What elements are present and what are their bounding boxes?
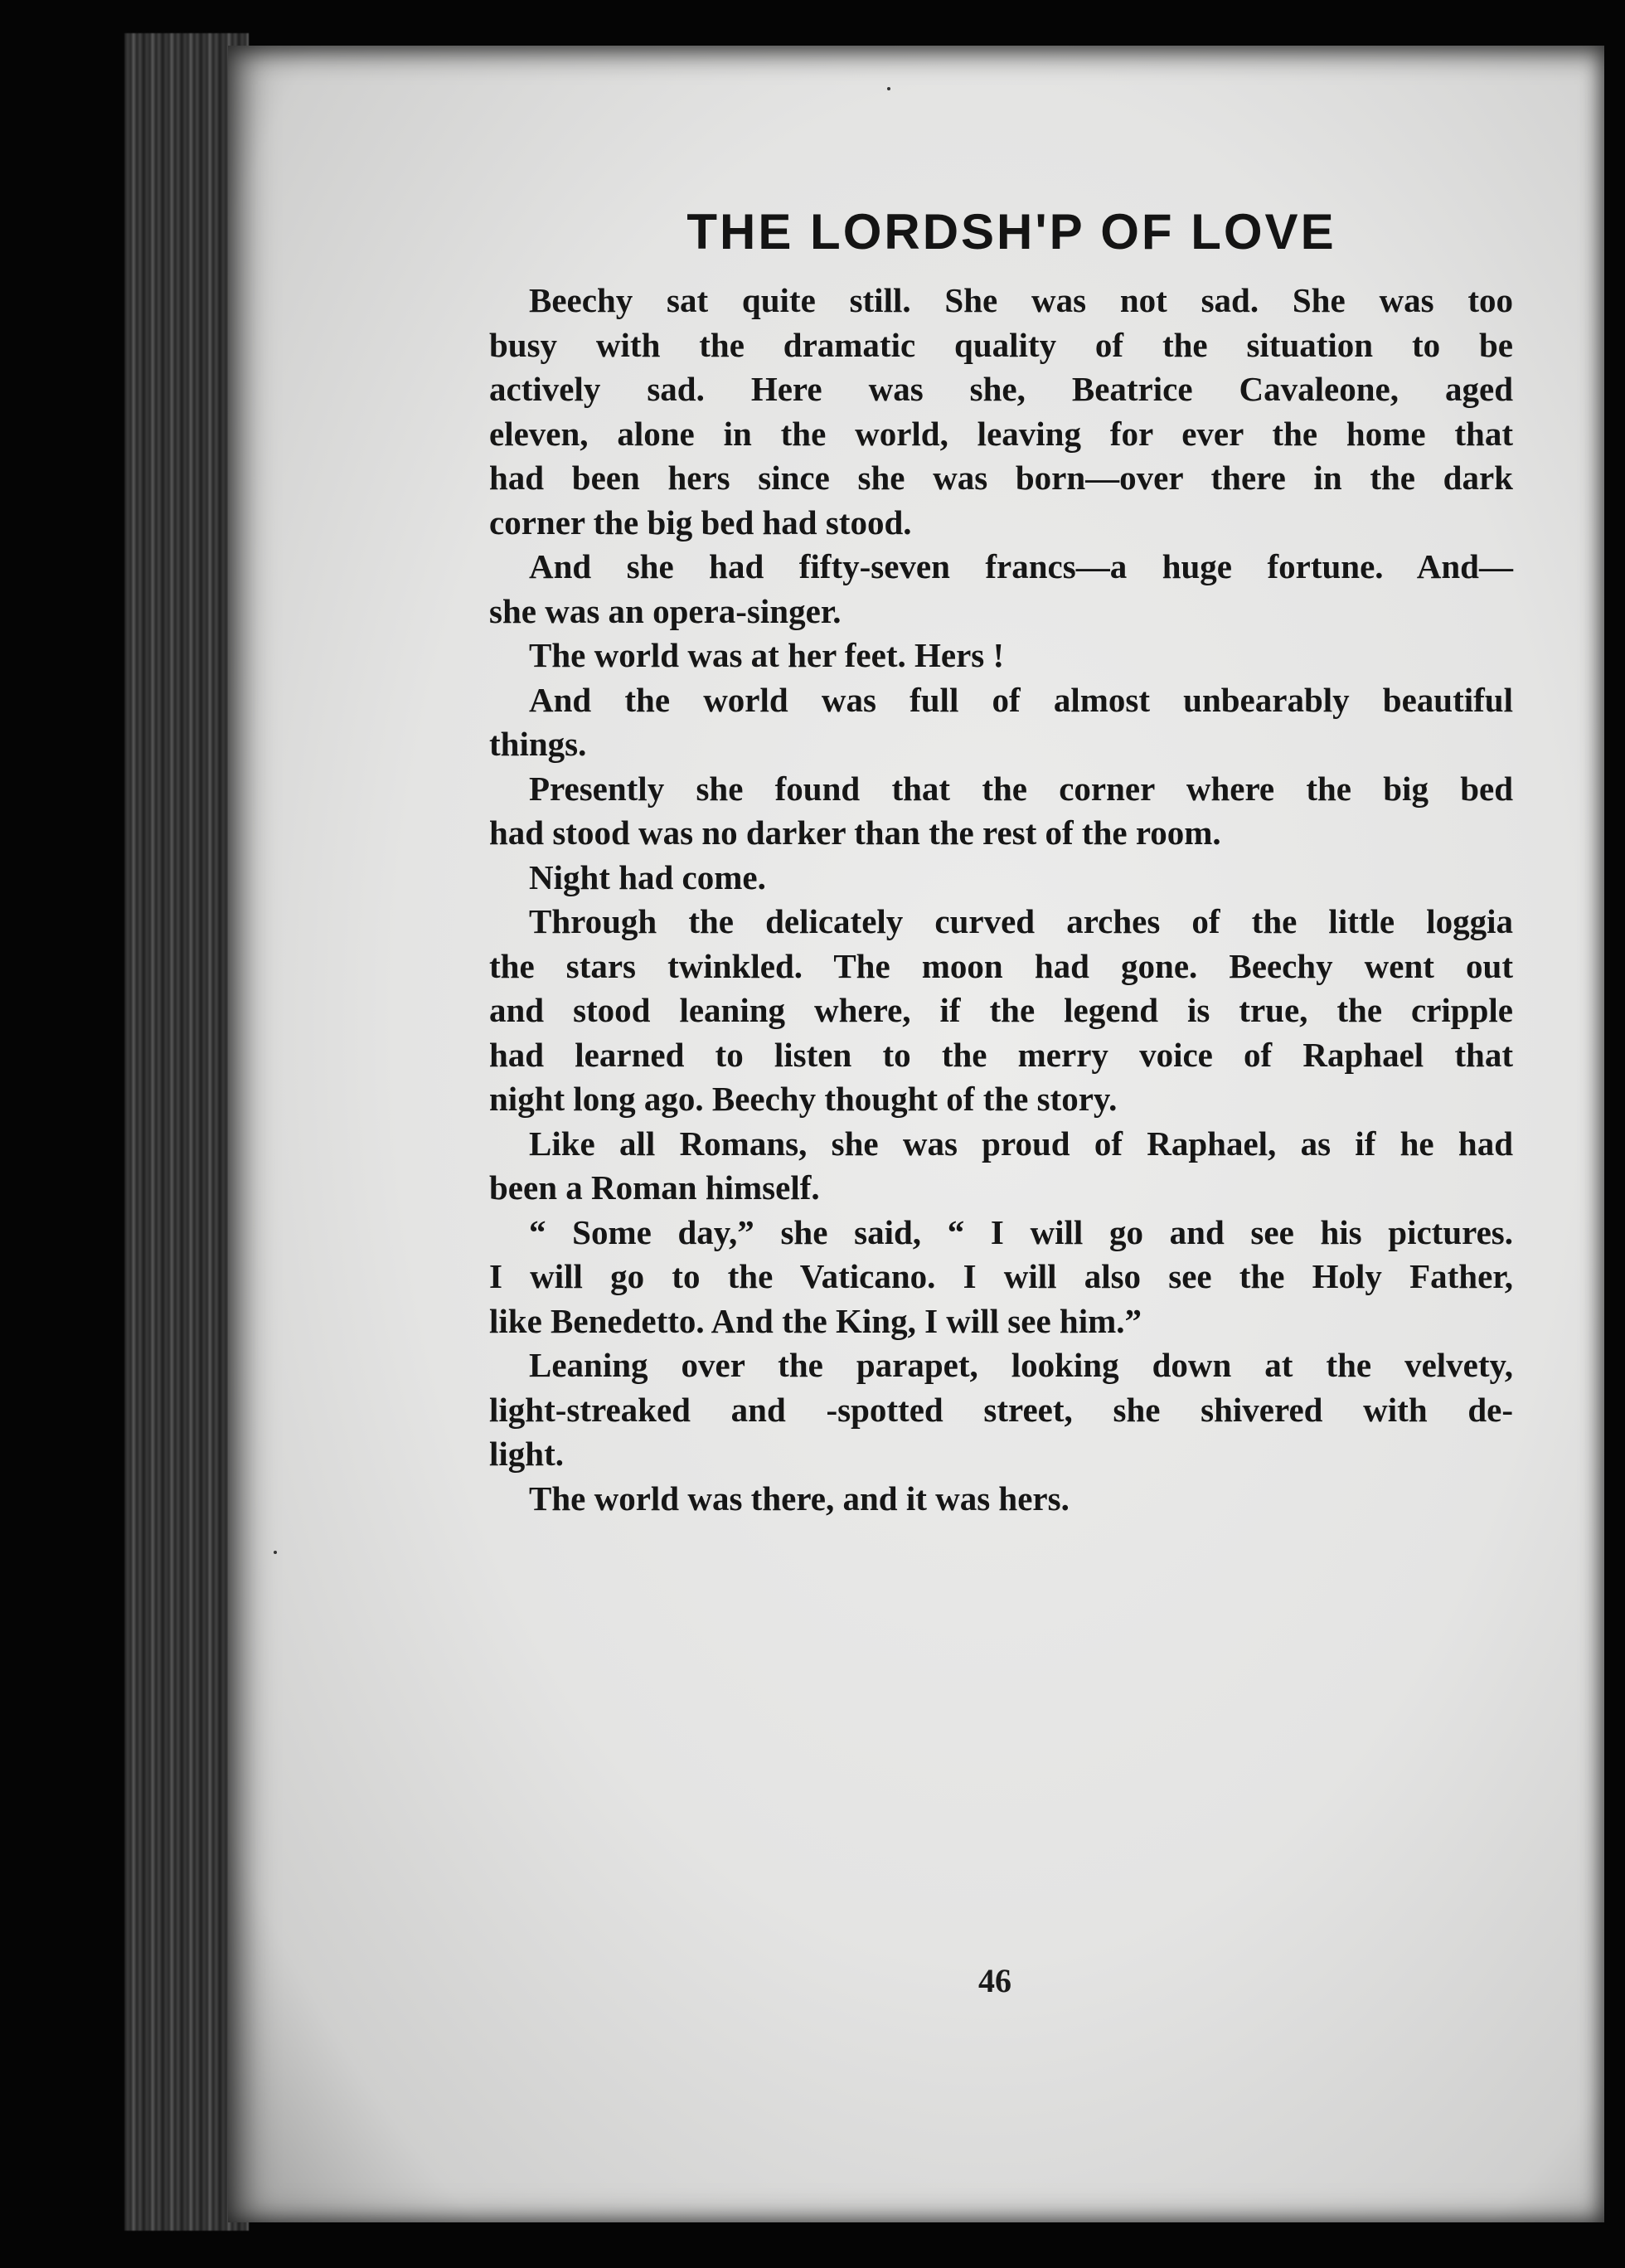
text-line: had been hers since she was born—over there in the dark bbox=[489, 459, 1513, 497]
text-line: Beechy sat quite still. She was not sad. She was too bbox=[529, 281, 1513, 319]
text-line: Presently she found that the corner where the big bed bbox=[529, 769, 1513, 808]
text-line: had stood was no darker than the rest of the room. bbox=[489, 813, 1221, 852]
text-line: The world was there, and it was hers. bbox=[529, 1479, 1070, 1518]
text-line: eleven, alone in the world, leaving for ever the home that bbox=[489, 414, 1513, 453]
scan-speck bbox=[887, 87, 890, 90]
text-line: busy with the dramatic quality of the situation to be bbox=[489, 325, 1513, 364]
page-number: 46 bbox=[978, 1962, 1011, 1999]
body-text bbox=[489, 279, 1513, 1521]
text-line: corner the big bed had stood. bbox=[489, 503, 912, 542]
text-line: Night had come. bbox=[529, 857, 766, 896]
text-line: night long ago. Beechy thought of the story. bbox=[489, 1080, 1118, 1118]
text-line: “ Some day,” she said, “ I will go and see his pictures. bbox=[529, 1212, 1513, 1251]
text-line: And the world was full of almost unbearably beautiful bbox=[529, 680, 1513, 719]
text-line: light-streaked and -spotted street, she shivered with de- bbox=[489, 1390, 1513, 1429]
text-line: Like all Romans, she was proud of Raphael, as if he had bbox=[529, 1124, 1513, 1163]
running-head: THE LORDSH'P OF LOVE bbox=[686, 204, 1336, 260]
text-line: like Benedetto. And the King, I will see him.” bbox=[489, 1301, 1142, 1340]
text-line: and stood leaning where, if the legend is true, the cripple bbox=[489, 991, 1513, 1029]
text-line: And she had fifty-seven francs—a huge fortune. And— bbox=[529, 547, 1513, 585]
text-line: she was an opera-singer. bbox=[489, 591, 842, 630]
text-line: The world was at her feet. Hers ! bbox=[529, 636, 1005, 674]
text-line: Leaning over the parapet, looking down at the velvety, bbox=[529, 1346, 1513, 1384]
text-line: Through the delicately curved arches of the little loggia bbox=[529, 902, 1513, 940]
text-line: been a Roman himself. bbox=[489, 1168, 820, 1207]
text-line: the stars twinkled. The moon had gone. Beechy went out bbox=[489, 946, 1513, 985]
text-line: actively sad. Here was she, Beatrice Cavaleone, aged bbox=[489, 370, 1513, 408]
text-line: I will go to the Vaticano. I will also see the Holy Father, bbox=[489, 1257, 1513, 1295]
text-line: had learned to listen to the merry voice of Raphael that bbox=[489, 1035, 1513, 1074]
text-line: things. bbox=[489, 725, 587, 763]
scan-speck bbox=[274, 1551, 277, 1554]
text-line: light. bbox=[489, 1435, 564, 1473]
